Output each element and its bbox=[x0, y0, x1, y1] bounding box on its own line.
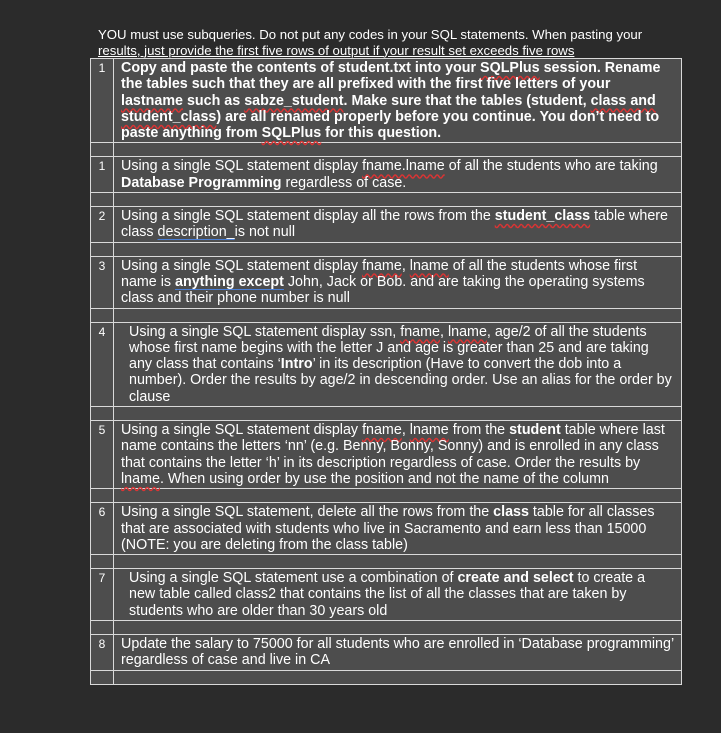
instructions-line-2: results, just provide the first five rows of output if your result set exceeds five rows bbox=[98, 42, 575, 58]
question-text-segment: such as bbox=[182, 92, 245, 109]
question-text-segment: SQLPlus bbox=[261, 125, 322, 142]
question-text-segment: fname bbox=[362, 422, 402, 439]
answer-number-cell bbox=[91, 670, 114, 684]
answer-number-cell bbox=[91, 242, 114, 256]
instructions-line-1: YOU must use subqueries. Do not put any codes in your SQL statements. When pasting your bbox=[98, 27, 643, 42]
question-text-segment: , bbox=[401, 422, 410, 439]
question-text-segment: for this question. bbox=[321, 125, 442, 142]
question-text-segment: is not null bbox=[234, 224, 296, 241]
answer-cell[interactable] bbox=[114, 670, 682, 684]
question-text[interactable] bbox=[114, 421, 682, 489]
question-text-segment: from the bbox=[448, 422, 510, 439]
question-text-segment: table where last name contains the letters ‘nn’ (e.g. Benny, Bonny, Sonny) and is enrolled in any class that contains the letter ‘h’ in its description regardless of case. Order the results by bbox=[121, 422, 665, 471]
question-text[interactable] bbox=[114, 503, 682, 555]
question-number: 1 bbox=[91, 59, 114, 143]
answer-number-cell bbox=[91, 143, 114, 157]
question-text-segment: Using a single SQL statement display ssn, bbox=[129, 323, 401, 340]
question-text-segment: regardless of case. bbox=[281, 174, 407, 191]
question-text-segment: Using a single SQL statement display bbox=[121, 422, 363, 439]
answer-row bbox=[91, 407, 682, 421]
question-text-segment: ) are all renamed properly before you continue. You don’t need to paste anything from bbox=[121, 108, 660, 142]
question-text-segment: lname bbox=[447, 323, 487, 340]
question-text-segment: ’ in its description (Have to convert the dob into a number). Order the results by age/2 in descending order. Use an alias for the order by clause bbox=[129, 356, 672, 405]
question-text-segment: John, Jack or Bob. and are taking the operating systems class and their phone number is null bbox=[121, 273, 645, 307]
question-row bbox=[91, 569, 682, 621]
question-row bbox=[91, 157, 682, 193]
question-text-segment: to create a new table called class2 that contains the list of all the classes that are taken by students who are older than 30 years old bbox=[129, 570, 646, 619]
question-text-segment: Intro bbox=[280, 356, 313, 373]
question-text[interactable] bbox=[114, 569, 682, 621]
question-text-segment: of all the students who are taking bbox=[444, 158, 658, 175]
answer-number-cell bbox=[91, 621, 114, 635]
question-number: 3 bbox=[91, 256, 114, 308]
question-text-segment: anything except bbox=[175, 273, 284, 290]
answer-row bbox=[91, 621, 682, 635]
answer-cell[interactable] bbox=[114, 242, 682, 256]
question-text-segment: Using a single SQL statement display bbox=[121, 158, 363, 175]
question-number: 6 bbox=[91, 503, 114, 555]
question-number: 5 bbox=[91, 421, 114, 489]
answer-cell[interactable] bbox=[114, 489, 682, 503]
question-text-segment: class and student_class bbox=[121, 92, 656, 125]
question-text-segment: of all the students whose first name is bbox=[121, 257, 638, 290]
question-text-segment: Using a single SQL statement display all the rows from the bbox=[121, 208, 495, 225]
question-text-segment: lname bbox=[409, 422, 449, 439]
question-text-segment: Copy and paste the contents of student.txt into your bbox=[121, 60, 481, 76]
question-row bbox=[91, 59, 682, 143]
questions-table bbox=[90, 58, 682, 685]
question-number: 1 bbox=[91, 157, 114, 193]
question-row bbox=[91, 322, 682, 406]
question-text-segment: Database Programming bbox=[121, 174, 282, 191]
question-text-segment: . When using order by use the position and not the name of the column bbox=[159, 470, 609, 487]
question-text-segment: fname bbox=[362, 257, 402, 274]
question-text-segment: Using a single SQL statement display bbox=[121, 257, 363, 274]
questions-table-body bbox=[91, 59, 682, 685]
question-row bbox=[91, 421, 682, 489]
question-text-segment: description_ bbox=[157, 224, 235, 241]
question-text-segment: SQLPlus bbox=[480, 60, 540, 76]
question-text-segment: sabze_student bbox=[244, 92, 344, 109]
answer-cell[interactable] bbox=[114, 193, 682, 207]
answer-row bbox=[91, 242, 682, 256]
question-row bbox=[91, 503, 682, 555]
question-row bbox=[91, 207, 682, 243]
question-number: 8 bbox=[91, 635, 114, 671]
question-text-segment: Update the salary to 75000 for all students who are enrolled in ‘Database programming’ regardless of case and live in CA bbox=[121, 636, 674, 669]
answer-cell[interactable] bbox=[114, 143, 682, 157]
question-number: 7 bbox=[91, 569, 114, 621]
answer-cell[interactable] bbox=[114, 407, 682, 421]
question-text-segment: lname bbox=[409, 257, 449, 274]
question-text-segment: fname.lname bbox=[362, 158, 445, 175]
answer-row bbox=[91, 193, 682, 207]
instructions-paragraph bbox=[98, 27, 688, 58]
answer-number-cell bbox=[91, 308, 114, 322]
question-text[interactable] bbox=[114, 207, 682, 243]
question-text-segment: lname bbox=[121, 470, 160, 487]
answer-number-cell bbox=[91, 407, 114, 421]
question-text-segment: Using a single SQL statement use a combination of bbox=[129, 570, 458, 587]
question-text-segment: , bbox=[401, 257, 410, 274]
answer-row bbox=[91, 489, 682, 503]
question-text[interactable] bbox=[114, 322, 682, 406]
question-number: 4 bbox=[91, 322, 114, 406]
question-text-segment: fname bbox=[400, 323, 440, 340]
question-row bbox=[91, 256, 682, 308]
question-text[interactable] bbox=[114, 157, 682, 193]
question-text-segment: student bbox=[509, 422, 561, 439]
answer-row bbox=[91, 143, 682, 157]
question-text-segment: student_class bbox=[494, 208, 591, 225]
question-row bbox=[91, 635, 682, 671]
answer-row bbox=[91, 670, 682, 684]
question-text-segment: Using a single SQL statement, delete all the rows from the bbox=[121, 504, 494, 521]
question-text-segment: create and select bbox=[457, 570, 574, 587]
answer-cell[interactable] bbox=[114, 555, 682, 569]
question-text[interactable] bbox=[114, 256, 682, 308]
question-text-segment: lastname bbox=[121, 92, 183, 109]
question-text-segment: , bbox=[440, 323, 448, 340]
question-text-segment: table for all classes that are associated with students who live in Sacramento and earn less than 15000 (NOTE: you are deleting from the class table) bbox=[121, 504, 655, 553]
answer-row bbox=[91, 555, 682, 569]
answer-number-cell bbox=[91, 555, 114, 569]
question-text-segment: table where class bbox=[121, 208, 668, 241]
question-text-segment: , age/2 of all the students whose first name begins with the letter J and age is greater than 25 and are taking any class that contains ‘ bbox=[129, 323, 649, 373]
answer-cell[interactable] bbox=[114, 621, 682, 635]
question-text-segment: session. Rename the tables such that they are all prefixed with the first five letters of your bbox=[121, 60, 661, 93]
question-text-segment: . Make sure that the tables (student, bbox=[343, 92, 591, 109]
question-number: 2 bbox=[91, 207, 114, 243]
answer-number-cell bbox=[91, 193, 114, 207]
answer-number-cell bbox=[91, 489, 114, 503]
question-text-segment: class bbox=[493, 504, 529, 521]
question-text[interactable] bbox=[114, 635, 682, 671]
answer-cell[interactable] bbox=[114, 308, 682, 322]
answer-row bbox=[91, 308, 682, 322]
question-text[interactable] bbox=[114, 59, 682, 143]
